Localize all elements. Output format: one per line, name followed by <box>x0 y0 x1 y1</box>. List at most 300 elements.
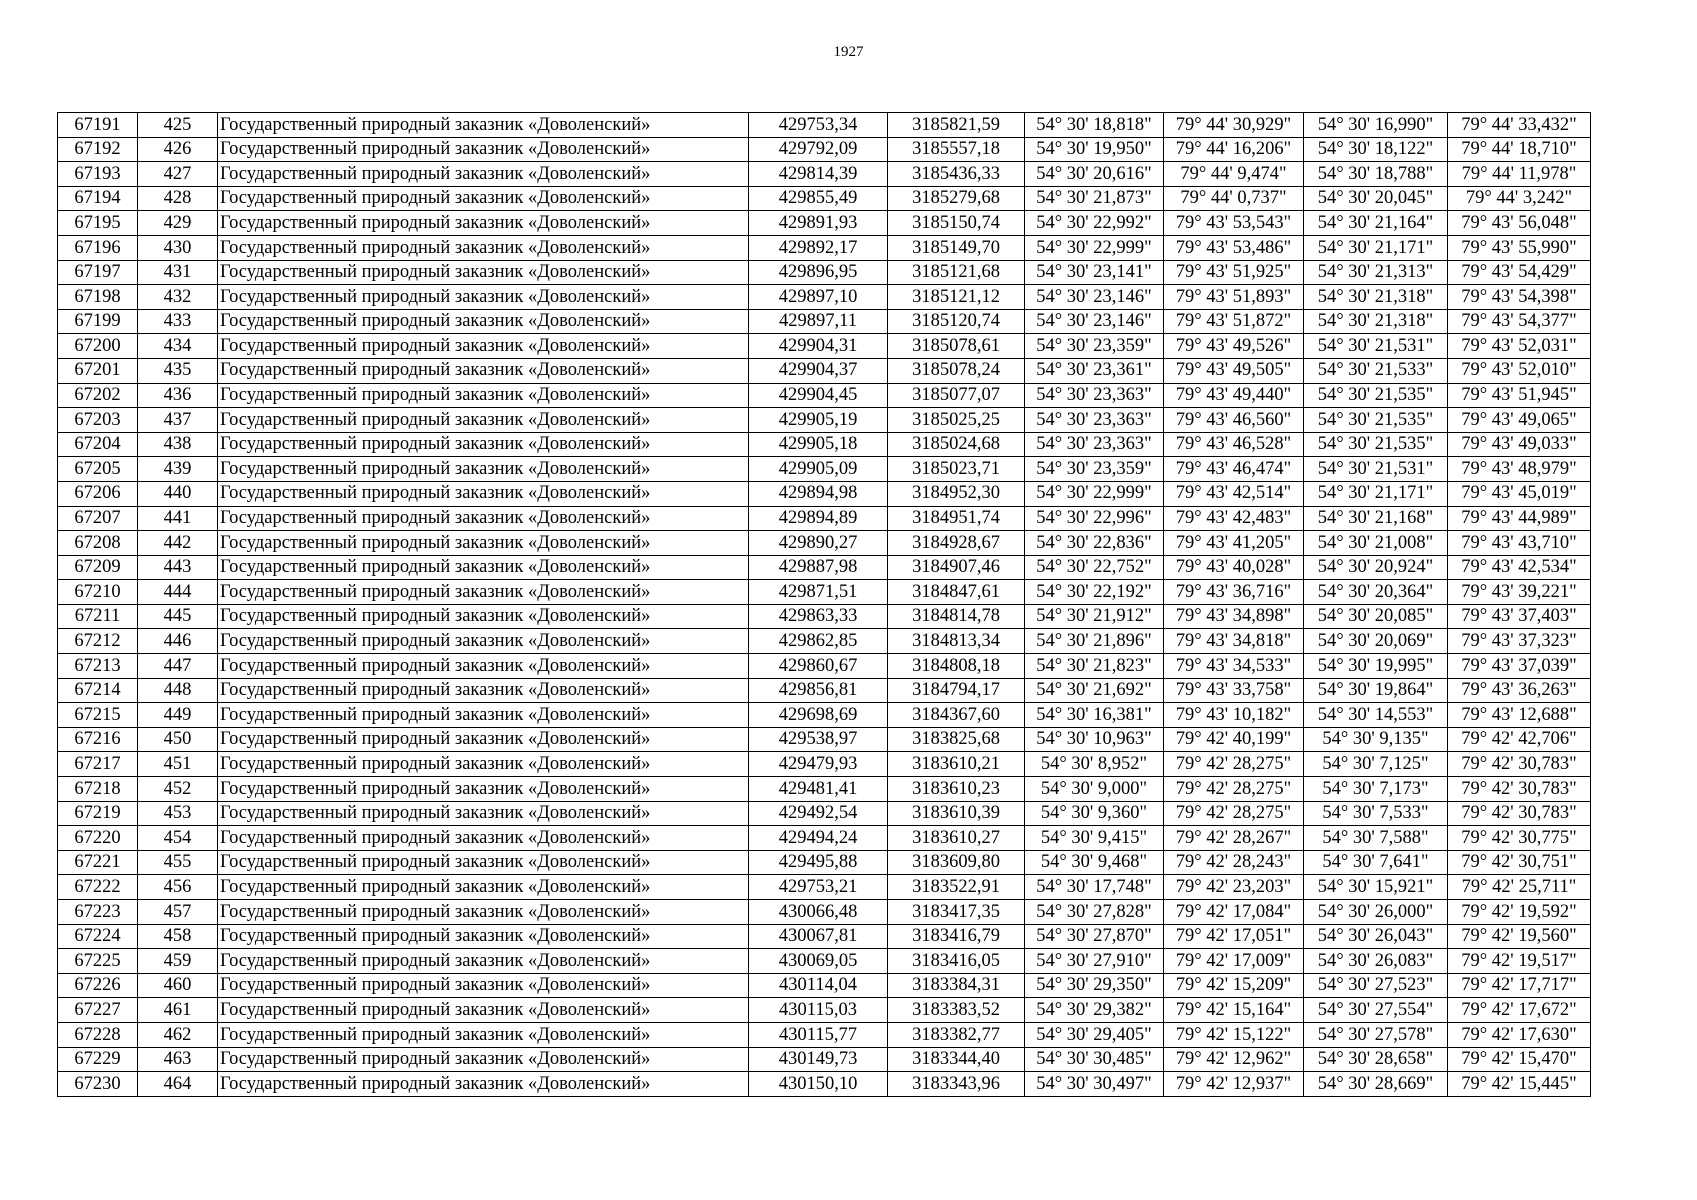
latitude-2-cell: 54° 30' 20,364" <box>1304 580 1448 605</box>
object-name-cell: Государственный природный заказник «Доволенский» <box>218 358 749 383</box>
x-coordinate-cell: 429492,54 <box>749 801 888 826</box>
x-coordinate-cell: 429753,21 <box>749 875 888 900</box>
table-row <box>58 875 1591 900</box>
longitude-2-cell: 79° 42' 17,630" <box>1448 1022 1591 1047</box>
latitude-1-cell: 54° 30' 10,963" <box>1025 727 1164 752</box>
latitude-1-cell: 54° 30' 27,910" <box>1025 949 1164 974</box>
object-name-cell: Государственный природный заказник «Доволенский» <box>218 727 749 752</box>
latitude-1-cell: 54° 30' 23,359" <box>1025 457 1164 482</box>
longitude-1-cell: 79° 43' 46,474" <box>1164 457 1304 482</box>
latitude-2-cell: 54° 30' 15,921" <box>1304 875 1448 900</box>
y-coordinate-cell: 3185557,18 <box>888 137 1025 162</box>
longitude-2-cell: 79° 43' 51,945" <box>1448 383 1591 408</box>
point-number-cell: 428 <box>138 186 218 211</box>
latitude-1-cell: 54° 30' 17,748" <box>1025 875 1164 900</box>
longitude-1-cell: 79° 44' 0,737" <box>1164 186 1304 211</box>
table-row <box>58 383 1591 408</box>
longitude-1-cell: 79° 42' 28,275" <box>1164 752 1304 777</box>
y-coordinate-cell: 3183417,35 <box>888 900 1025 925</box>
longitude-2-cell: 79° 42' 15,445" <box>1448 1072 1591 1097</box>
latitude-1-cell: 54° 30' 21,873" <box>1025 186 1164 211</box>
latitude-1-cell: 54° 30' 23,361" <box>1025 358 1164 383</box>
y-coordinate-cell: 3184907,46 <box>888 555 1025 580</box>
longitude-1-cell: 79° 43' 42,514" <box>1164 481 1304 506</box>
point-number-cell: 456 <box>138 875 218 900</box>
row-number-cell: 67194 <box>58 186 138 211</box>
table-row <box>58 703 1591 728</box>
point-number-cell: 437 <box>138 408 218 433</box>
latitude-2-cell: 54° 30' 7,125" <box>1304 752 1448 777</box>
point-number-cell: 445 <box>138 604 218 629</box>
x-coordinate-cell: 429904,31 <box>749 334 888 359</box>
y-coordinate-cell: 3185821,59 <box>888 113 1025 138</box>
longitude-2-cell: 79° 42' 30,775" <box>1448 826 1591 851</box>
row-number-cell: 67212 <box>58 629 138 654</box>
object-name-cell: Государственный природный заказник «Доволенский» <box>218 334 749 359</box>
row-number-cell: 67196 <box>58 235 138 260</box>
latitude-2-cell: 54° 30' 21,168" <box>1304 506 1448 531</box>
x-coordinate-cell: 429863,33 <box>749 604 888 629</box>
point-number-cell: 447 <box>138 654 218 679</box>
longitude-2-cell: 79° 42' 30,783" <box>1448 777 1591 802</box>
latitude-2-cell: 54° 30' 21,535" <box>1304 432 1448 457</box>
point-number-cell: 454 <box>138 826 218 851</box>
latitude-2-cell: 54° 30' 18,122" <box>1304 137 1448 162</box>
object-name-cell: Государственный природный заказник «Доволенский» <box>218 481 749 506</box>
x-coordinate-cell: 429894,89 <box>749 506 888 531</box>
table-row <box>58 604 1591 629</box>
x-coordinate-cell: 430069,05 <box>749 949 888 974</box>
object-name-cell: Государственный природный заказник «Доволенский» <box>218 1047 749 1072</box>
longitude-2-cell: 79° 43' 49,065" <box>1448 408 1591 433</box>
point-number-cell: 427 <box>138 162 218 187</box>
y-coordinate-cell: 3184794,17 <box>888 678 1025 703</box>
table-row <box>58 137 1591 162</box>
row-number-cell: 67192 <box>58 137 138 162</box>
y-coordinate-cell: 3185078,61 <box>888 334 1025 359</box>
object-name-cell: Государственный природный заказник «Доволенский» <box>218 162 749 187</box>
point-number-cell: 446 <box>138 629 218 654</box>
point-number-cell: 439 <box>138 457 218 482</box>
x-coordinate-cell: 429871,51 <box>749 580 888 605</box>
latitude-2-cell: 54° 30' 21,008" <box>1304 531 1448 556</box>
table-row <box>58 826 1591 851</box>
point-number-cell: 433 <box>138 309 218 334</box>
x-coordinate-cell: 430066,48 <box>749 900 888 925</box>
x-coordinate-cell: 429494,24 <box>749 826 888 851</box>
latitude-2-cell: 54° 30' 21,533" <box>1304 358 1448 383</box>
object-name-cell: Государственный природный заказник «Доволенский» <box>218 285 749 310</box>
y-coordinate-cell: 3185121,12 <box>888 285 1025 310</box>
point-number-cell: 435 <box>138 358 218 383</box>
latitude-1-cell: 54° 30' 21,823" <box>1025 654 1164 679</box>
coordinates-table <box>57 112 1591 1097</box>
latitude-1-cell: 54° 30' 9,360" <box>1025 801 1164 826</box>
longitude-1-cell: 79° 42' 17,009" <box>1164 949 1304 974</box>
latitude-2-cell: 54° 30' 26,000" <box>1304 900 1448 925</box>
longitude-1-cell: 79° 43' 36,716" <box>1164 580 1304 605</box>
row-number-cell: 67193 <box>58 162 138 187</box>
table-row <box>58 408 1591 433</box>
latitude-1-cell: 54° 30' 9,468" <box>1025 850 1164 875</box>
row-number-cell: 67211 <box>58 604 138 629</box>
object-name-cell: Государственный природный заказник «Доволенский» <box>218 678 749 703</box>
latitude-2-cell: 54° 30' 21,171" <box>1304 235 1448 260</box>
longitude-2-cell: 79° 43' 39,221" <box>1448 580 1591 605</box>
longitude-2-cell: 79° 42' 30,783" <box>1448 801 1591 826</box>
longitude-1-cell: 79° 42' 12,962" <box>1164 1047 1304 1072</box>
y-coordinate-cell: 3185077,07 <box>888 383 1025 408</box>
longitude-1-cell: 79° 44' 30,929" <box>1164 113 1304 138</box>
longitude-1-cell: 79° 42' 28,275" <box>1164 801 1304 826</box>
x-coordinate-cell: 429897,11 <box>749 309 888 334</box>
x-coordinate-cell: 430150,10 <box>749 1072 888 1097</box>
latitude-1-cell: 54° 30' 22,999" <box>1025 481 1164 506</box>
y-coordinate-cell: 3185024,68 <box>888 432 1025 457</box>
longitude-1-cell: 79° 44' 16,206" <box>1164 137 1304 162</box>
longitude-2-cell: 79° 43' 54,377" <box>1448 309 1591 334</box>
point-number-cell: 425 <box>138 113 218 138</box>
object-name-cell: Государственный природный заказник «Доволенский» <box>218 235 749 260</box>
x-coordinate-cell: 429905,09 <box>749 457 888 482</box>
row-number-cell: 67216 <box>58 727 138 752</box>
latitude-2-cell: 54° 30' 7,588" <box>1304 826 1448 851</box>
row-number-cell: 67218 <box>58 777 138 802</box>
row-number-cell: 67208 <box>58 531 138 556</box>
y-coordinate-cell: 3185279,68 <box>888 186 1025 211</box>
table-row <box>58 309 1591 334</box>
y-coordinate-cell: 3184952,30 <box>888 481 1025 506</box>
object-name-cell: Государственный природный заказник «Доволенский» <box>218 531 749 556</box>
latitude-2-cell: 54° 30' 20,924" <box>1304 555 1448 580</box>
object-name-cell: Государственный природный заказник «Доволенский» <box>218 777 749 802</box>
longitude-1-cell: 79° 43' 53,543" <box>1164 211 1304 236</box>
longitude-2-cell: 79° 43' 48,979" <box>1448 457 1591 482</box>
object-name-cell: Государственный природный заказник «Доволенский» <box>218 752 749 777</box>
table-row <box>58 211 1591 236</box>
longitude-1-cell: 79° 42' 23,203" <box>1164 875 1304 900</box>
longitude-2-cell: 79° 44' 33,432" <box>1448 113 1591 138</box>
x-coordinate-cell: 429481,41 <box>749 777 888 802</box>
row-number-cell: 67223 <box>58 900 138 925</box>
row-number-cell: 67227 <box>58 998 138 1023</box>
point-number-cell: 440 <box>138 481 218 506</box>
latitude-2-cell: 54° 30' 27,523" <box>1304 973 1448 998</box>
y-coordinate-cell: 3185149,70 <box>888 235 1025 260</box>
longitude-2-cell: 79° 44' 3,242" <box>1448 186 1591 211</box>
table-row <box>58 654 1591 679</box>
longitude-2-cell: 79° 42' 30,783" <box>1448 752 1591 777</box>
latitude-2-cell: 54° 30' 21,531" <box>1304 334 1448 359</box>
object-name-cell: Государственный природный заказник «Доволенский» <box>218 137 749 162</box>
table-row <box>58 973 1591 998</box>
row-number-cell: 67202 <box>58 383 138 408</box>
row-number-cell: 67230 <box>58 1072 138 1097</box>
row-number-cell: 67213 <box>58 654 138 679</box>
latitude-2-cell: 54° 30' 19,995" <box>1304 654 1448 679</box>
y-coordinate-cell: 3184814,78 <box>888 604 1025 629</box>
table-row <box>58 949 1591 974</box>
longitude-1-cell: 79° 42' 15,164" <box>1164 998 1304 1023</box>
object-name-cell: Государственный природный заказник «Доволенский» <box>218 113 749 138</box>
latitude-1-cell: 54° 30' 23,141" <box>1025 260 1164 285</box>
row-number-cell: 67221 <box>58 850 138 875</box>
latitude-2-cell: 54° 30' 19,864" <box>1304 678 1448 703</box>
x-coordinate-cell: 429862,85 <box>749 629 888 654</box>
latitude-2-cell: 54° 30' 16,990" <box>1304 113 1448 138</box>
x-coordinate-cell: 429753,34 <box>749 113 888 138</box>
point-number-cell: 436 <box>138 383 218 408</box>
object-name-cell: Государственный природный заказник «Доволенский» <box>218 924 749 949</box>
table-row <box>58 432 1591 457</box>
row-number-cell: 67206 <box>58 481 138 506</box>
latitude-2-cell: 54° 30' 28,658" <box>1304 1047 1448 1072</box>
longitude-2-cell: 79° 42' 17,717" <box>1448 973 1591 998</box>
y-coordinate-cell: 3185121,68 <box>888 260 1025 285</box>
object-name-cell: Государственный природный заказник «Доволенский» <box>218 900 749 925</box>
y-coordinate-cell: 3183610,27 <box>888 826 1025 851</box>
x-coordinate-cell: 429887,98 <box>749 555 888 580</box>
x-coordinate-cell: 429890,27 <box>749 531 888 556</box>
row-number-cell: 67197 <box>58 260 138 285</box>
y-coordinate-cell: 3184808,18 <box>888 654 1025 679</box>
table-row <box>58 1022 1591 1047</box>
longitude-1-cell: 79° 42' 40,199" <box>1164 727 1304 752</box>
latitude-1-cell: 54° 30' 16,381" <box>1025 703 1164 728</box>
table-row <box>58 260 1591 285</box>
y-coordinate-cell: 3183416,79 <box>888 924 1025 949</box>
y-coordinate-cell: 3183344,40 <box>888 1047 1025 1072</box>
latitude-1-cell: 54° 30' 22,992" <box>1025 211 1164 236</box>
x-coordinate-cell: 429904,45 <box>749 383 888 408</box>
row-number-cell: 67215 <box>58 703 138 728</box>
longitude-2-cell: 79° 43' 37,403" <box>1448 604 1591 629</box>
longitude-1-cell: 79° 43' 49,505" <box>1164 358 1304 383</box>
latitude-2-cell: 54° 30' 21,318" <box>1304 309 1448 334</box>
row-number-cell: 67199 <box>58 309 138 334</box>
table-row <box>58 1047 1591 1072</box>
object-name-cell: Государственный природный заказник «Доволенский» <box>218 1072 749 1097</box>
longitude-2-cell: 79° 42' 30,751" <box>1448 850 1591 875</box>
longitude-2-cell: 79° 43' 55,990" <box>1448 235 1591 260</box>
table-row <box>58 235 1591 260</box>
point-number-cell: 453 <box>138 801 218 826</box>
latitude-2-cell: 54° 30' 9,135" <box>1304 727 1448 752</box>
object-name-cell: Государственный природный заказник «Доволенский» <box>218 555 749 580</box>
row-number-cell: 67224 <box>58 924 138 949</box>
latitude-1-cell: 54° 30' 22,752" <box>1025 555 1164 580</box>
y-coordinate-cell: 3183610,21 <box>888 752 1025 777</box>
table-row <box>58 186 1591 211</box>
latitude-1-cell: 54° 30' 29,350" <box>1025 973 1164 998</box>
table-row <box>58 162 1591 187</box>
x-coordinate-cell: 429538,97 <box>749 727 888 752</box>
row-number-cell: 67225 <box>58 949 138 974</box>
x-coordinate-cell: 429905,19 <box>749 408 888 433</box>
row-number-cell: 67226 <box>58 973 138 998</box>
longitude-2-cell: 79° 43' 54,398" <box>1448 285 1591 310</box>
x-coordinate-cell: 429896,95 <box>749 260 888 285</box>
x-coordinate-cell: 429855,49 <box>749 186 888 211</box>
latitude-2-cell: 54° 30' 14,553" <box>1304 703 1448 728</box>
longitude-1-cell: 79° 42' 15,122" <box>1164 1022 1304 1047</box>
latitude-2-cell: 54° 30' 20,069" <box>1304 629 1448 654</box>
row-number-cell: 67209 <box>58 555 138 580</box>
longitude-1-cell: 79° 43' 53,486" <box>1164 235 1304 260</box>
table-row <box>58 506 1591 531</box>
latitude-2-cell: 54° 30' 7,173" <box>1304 777 1448 802</box>
table-body <box>58 113 1591 1097</box>
latitude-1-cell: 54° 30' 23,363" <box>1025 383 1164 408</box>
y-coordinate-cell: 3183382,77 <box>888 1022 1025 1047</box>
point-number-cell: 431 <box>138 260 218 285</box>
table-row <box>58 113 1591 138</box>
row-number-cell: 67191 <box>58 113 138 138</box>
longitude-1-cell: 79° 42' 17,084" <box>1164 900 1304 925</box>
latitude-1-cell: 54° 30' 22,836" <box>1025 531 1164 556</box>
latitude-2-cell: 54° 30' 27,554" <box>1304 998 1448 1023</box>
longitude-1-cell: 79° 42' 28,243" <box>1164 850 1304 875</box>
latitude-1-cell: 54° 30' 21,896" <box>1025 629 1164 654</box>
x-coordinate-cell: 429905,18 <box>749 432 888 457</box>
latitude-1-cell: 54° 30' 23,146" <box>1025 309 1164 334</box>
row-number-cell: 67210 <box>58 580 138 605</box>
y-coordinate-cell: 3183825,68 <box>888 727 1025 752</box>
latitude-1-cell: 54° 30' 8,952" <box>1025 752 1164 777</box>
point-number-cell: 457 <box>138 900 218 925</box>
latitude-2-cell: 54° 30' 21,313" <box>1304 260 1448 285</box>
latitude-1-cell: 54° 30' 27,828" <box>1025 900 1164 925</box>
longitude-1-cell: 79° 43' 49,526" <box>1164 334 1304 359</box>
y-coordinate-cell: 3185436,33 <box>888 162 1025 187</box>
x-coordinate-cell: 429897,10 <box>749 285 888 310</box>
object-name-cell: Государственный природный заказник «Доволенский» <box>218 186 749 211</box>
table-row <box>58 580 1591 605</box>
longitude-1-cell: 79° 43' 49,440" <box>1164 383 1304 408</box>
point-number-cell: 450 <box>138 727 218 752</box>
latitude-2-cell: 54° 30' 27,578" <box>1304 1022 1448 1047</box>
latitude-2-cell: 54° 30' 21,318" <box>1304 285 1448 310</box>
table-row <box>58 801 1591 826</box>
table-row <box>58 678 1591 703</box>
latitude-1-cell: 54° 30' 23,363" <box>1025 408 1164 433</box>
object-name-cell: Государственный природный заказник «Доволенский» <box>218 1022 749 1047</box>
longitude-1-cell: 79° 43' 42,483" <box>1164 506 1304 531</box>
latitude-2-cell: 54° 30' 26,043" <box>1304 924 1448 949</box>
table-row <box>58 850 1591 875</box>
point-number-cell: 451 <box>138 752 218 777</box>
y-coordinate-cell: 3183383,52 <box>888 998 1025 1023</box>
latitude-1-cell: 54° 30' 18,818" <box>1025 113 1164 138</box>
object-name-cell: Государственный природный заказник «Доволенский» <box>218 949 749 974</box>
latitude-1-cell: 54° 30' 23,363" <box>1025 432 1164 457</box>
row-number-cell: 67200 <box>58 334 138 359</box>
table-row <box>58 727 1591 752</box>
point-number-cell: 434 <box>138 334 218 359</box>
latitude-2-cell: 54° 30' 26,083" <box>1304 949 1448 974</box>
point-number-cell: 452 <box>138 777 218 802</box>
object-name-cell: Государственный природный заказник «Доволенский» <box>218 604 749 629</box>
longitude-2-cell: 79° 43' 52,031" <box>1448 334 1591 359</box>
latitude-1-cell: 54° 30' 30,497" <box>1025 1072 1164 1097</box>
longitude-1-cell: 79° 43' 34,898" <box>1164 604 1304 629</box>
page-number: 1927 <box>833 44 864 60</box>
object-name-cell: Государственный природный заказник «Доволенский» <box>218 654 749 679</box>
x-coordinate-cell: 429860,67 <box>749 654 888 679</box>
point-number-cell: 459 <box>138 949 218 974</box>
point-number-cell: 429 <box>138 211 218 236</box>
x-coordinate-cell: 429814,39 <box>749 162 888 187</box>
y-coordinate-cell: 3183609,80 <box>888 850 1025 875</box>
table-row <box>58 555 1591 580</box>
longitude-1-cell: 79° 43' 34,818" <box>1164 629 1304 654</box>
latitude-1-cell: 54° 30' 29,382" <box>1025 998 1164 1023</box>
table-row <box>58 1072 1591 1097</box>
y-coordinate-cell: 3185078,24 <box>888 358 1025 383</box>
row-number-cell: 67220 <box>58 826 138 851</box>
table-row <box>58 900 1591 925</box>
x-coordinate-cell: 429894,98 <box>749 481 888 506</box>
y-coordinate-cell: 3185023,71 <box>888 457 1025 482</box>
latitude-1-cell: 54° 30' 22,996" <box>1025 506 1164 531</box>
row-number-cell: 67228 <box>58 1022 138 1047</box>
x-coordinate-cell: 429495,88 <box>749 850 888 875</box>
x-coordinate-cell: 430115,03 <box>749 998 888 1023</box>
row-number-cell: 67204 <box>58 432 138 457</box>
row-number-cell: 67198 <box>58 285 138 310</box>
object-name-cell: Государственный природный заказник «Доволенский» <box>218 260 749 285</box>
longitude-1-cell: 79° 43' 46,560" <box>1164 408 1304 433</box>
point-number-cell: 462 <box>138 1022 218 1047</box>
longitude-2-cell: 79° 42' 42,706" <box>1448 727 1591 752</box>
object-name-cell: Государственный природный заказник «Доволенский» <box>218 457 749 482</box>
x-coordinate-cell: 430067,81 <box>749 924 888 949</box>
latitude-2-cell: 54° 30' 28,669" <box>1304 1072 1448 1097</box>
x-coordinate-cell: 430149,73 <box>749 1047 888 1072</box>
longitude-2-cell: 79° 43' 36,263" <box>1448 678 1591 703</box>
y-coordinate-cell: 3183343,96 <box>888 1072 1025 1097</box>
latitude-2-cell: 54° 30' 20,045" <box>1304 186 1448 211</box>
table-row <box>58 358 1591 383</box>
longitude-2-cell: 79° 43' 44,989" <box>1448 506 1591 531</box>
object-name-cell: Государственный природный заказник «Доволенский» <box>218 309 749 334</box>
x-coordinate-cell: 429479,93 <box>749 752 888 777</box>
longitude-2-cell: 79° 43' 45,019" <box>1448 481 1591 506</box>
longitude-1-cell: 79° 43' 41,205" <box>1164 531 1304 556</box>
latitude-1-cell: 54° 30' 21,692" <box>1025 678 1164 703</box>
longitude-2-cell: 79° 42' 19,592" <box>1448 900 1591 925</box>
point-number-cell: 441 <box>138 506 218 531</box>
longitude-1-cell: 79° 43' 10,182" <box>1164 703 1304 728</box>
latitude-1-cell: 54° 30' 9,415" <box>1025 826 1164 851</box>
object-name-cell: Государственный природный заказник «Доволенский» <box>218 408 749 433</box>
object-name-cell: Государственный природный заказник «Доволенский» <box>218 973 749 998</box>
table-row <box>58 334 1591 359</box>
longitude-2-cell: 79° 44' 11,978" <box>1448 162 1591 187</box>
object-name-cell: Государственный природный заказник «Доволенский» <box>218 850 749 875</box>
longitude-2-cell: 79° 42' 15,470" <box>1448 1047 1591 1072</box>
latitude-1-cell: 54° 30' 21,912" <box>1025 604 1164 629</box>
longitude-1-cell: 79° 43' 46,528" <box>1164 432 1304 457</box>
latitude-1-cell: 54° 30' 23,359" <box>1025 334 1164 359</box>
table-row <box>58 481 1591 506</box>
y-coordinate-cell: 3183522,91 <box>888 875 1025 900</box>
y-coordinate-cell: 3184367,60 <box>888 703 1025 728</box>
point-number-cell: 448 <box>138 678 218 703</box>
latitude-1-cell: 54° 30' 27,870" <box>1025 924 1164 949</box>
longitude-2-cell: 79° 42' 25,711" <box>1448 875 1591 900</box>
row-number-cell: 67217 <box>58 752 138 777</box>
